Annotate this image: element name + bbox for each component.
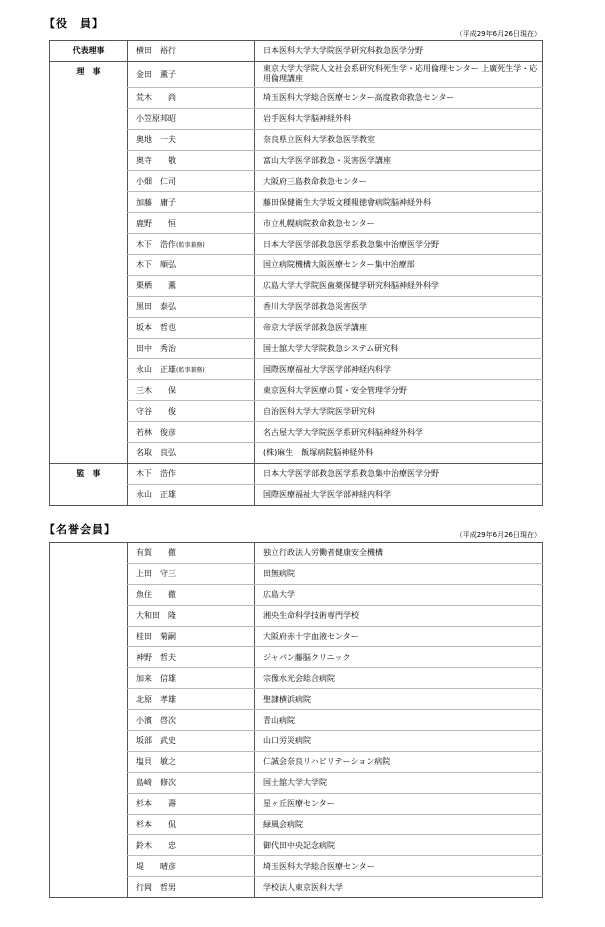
- concurrent-role-note: (監事兼務): [176, 241, 205, 249]
- member-name: 北原 孝雄: [128, 689, 255, 710]
- member-affiliation: 日本大学医学部救急医学系救急集中治療医学分野: [255, 463, 543, 484]
- member-affiliation: 広島大学: [255, 584, 543, 605]
- member-name-cell: [128, 443, 255, 464]
- member-affiliation: 仁誠会奈良リハビリテーション病院: [255, 751, 543, 772]
- member-affiliation: 湘央生命科学技術専門学校: [255, 605, 543, 626]
- member-name: 塩貝 敏之: [128, 751, 255, 772]
- member-name-cell: [128, 338, 255, 359]
- member-name-cell: [128, 275, 255, 296]
- member-affiliation: 学校法人東京医科大学: [255, 877, 543, 898]
- honorary-members-heading: 【名誉会員】: [44, 523, 116, 536]
- member-name: 鈴木 忠: [128, 835, 255, 856]
- member-affiliation: 日本大学医学部救急医学系救急集中治療医学分野: [255, 234, 543, 255]
- member-name: 杉本 壽: [128, 793, 255, 814]
- role-label: 監 事: [76, 468, 101, 478]
- role-cell: [50, 463, 128, 505]
- member-affiliation: 帝京大学医学部救急医学講座: [255, 317, 543, 338]
- member-affiliation: 自治医科大学大学院医学研究科: [255, 401, 543, 422]
- member-affiliation: 大阪府三島救命救急センター: [255, 171, 543, 192]
- member-affiliation: 緑風会病院: [255, 814, 543, 835]
- member-affiliation: 国際医療福祉大学医学部神経内科学: [255, 484, 543, 505]
- member-name-cell: [128, 129, 255, 150]
- member-name-cell: [128, 61, 255, 87]
- member-name: 若林 俊彦: [136, 427, 176, 437]
- member-name: 魚住 徹: [128, 584, 255, 605]
- member-affiliation: 国士舘大学大学院救急システム研究科: [255, 338, 543, 359]
- honorary-member-row: [50, 543, 543, 564]
- member-name: 杉本 侃: [128, 814, 255, 835]
- member-affiliation: 聖隷横浜病院: [255, 689, 543, 710]
- officer-row: [50, 463, 543, 484]
- member-name-cell: [128, 401, 255, 422]
- member-name-cell: [128, 108, 255, 129]
- member-name-cell: [128, 296, 255, 317]
- role-cell: [50, 41, 128, 62]
- role-label: 代表理事: [72, 46, 105, 56]
- member-name: 奥寺 敬: [136, 156, 176, 165]
- officer-row: [50, 61, 543, 87]
- member-affiliation: 青山病院: [255, 710, 543, 731]
- member-affiliation: 田無病院: [255, 563, 543, 584]
- member-name-cell: [128, 213, 255, 234]
- member-affiliation: 国士舘大学大学院: [255, 772, 543, 793]
- role-cell: [50, 61, 128, 463]
- member-affiliation: 藤田保健衛生大学坂文種報徳會病院脳神経外科: [255, 192, 543, 213]
- member-name-cell: [128, 41, 255, 62]
- member-name-cell: [128, 150, 255, 171]
- member-name: 守谷 俊: [136, 406, 176, 416]
- member-name: 島崎 修次: [128, 772, 255, 793]
- member-affiliation: 独立行政法人労働者健康安全機構: [255, 543, 543, 564]
- member-name: 神野 哲夫: [128, 647, 255, 668]
- member-name: 木下 順弘: [136, 260, 176, 270]
- member-affiliation: 東京医科大学医療の質・安全管理学分野: [255, 380, 543, 401]
- member-affiliation: 奈良県立医科大学救急医学教室: [255, 129, 543, 150]
- member-name: 小畑 仁司: [136, 176, 176, 186]
- member-affiliation: 市立札幌病院救命救急センター: [255, 213, 543, 234]
- member-name: 永山 正雄: [136, 364, 176, 374]
- member-name-cell: [128, 87, 255, 108]
- member-name: 永山 正雄: [136, 490, 176, 500]
- member-name: 加藤 庸子: [136, 197, 176, 207]
- member-name: 上田 守三: [128, 563, 255, 584]
- member-name-cell: [128, 359, 255, 380]
- member-name: 堤 晴彦: [128, 856, 255, 877]
- member-name: 木下 浩作: [136, 469, 176, 479]
- member-name-cell: [128, 317, 255, 338]
- member-affiliation: 東京大学大学院人文社会系研究科死生学・応用倫理センター 上廣死生学・応用倫理講座: [255, 61, 543, 87]
- honorary-members-table: [49, 542, 543, 898]
- member-name-cell: [128, 171, 255, 192]
- member-name-cell: [128, 422, 255, 443]
- member-name: 小濱 啓次: [128, 710, 255, 731]
- member-name-cell: [128, 380, 255, 401]
- member-name-cell: [128, 192, 255, 213]
- honorary-as-of-date: （平成29年6月26日現在）: [455, 531, 541, 539]
- member-name: 荒木 尚: [136, 93, 176, 103]
- member-affiliation: 御代田中央記念病院: [255, 835, 543, 856]
- member-affiliation: 宗像水光会総合病院: [255, 668, 543, 689]
- officer-row: [50, 41, 543, 62]
- officers-heading: 【役 員】: [44, 17, 104, 30]
- member-affiliation: 埼玉医科大学総合医療センター: [255, 856, 543, 877]
- concurrent-role-note: (監事兼務): [176, 366, 205, 374]
- member-affiliation: 山口労災病院: [255, 731, 543, 752]
- member-name: 鹿野 恒: [136, 218, 176, 228]
- member-name: 黒田 泰弘: [136, 302, 176, 312]
- member-name: 小笠原邦昭: [136, 114, 176, 124]
- member-name: 田中 秀治: [136, 344, 176, 354]
- role-label: 理 事: [76, 66, 101, 76]
- member-affiliation: 埼玉医科大学総合医療センター高度救命救急センター: [255, 87, 543, 108]
- member-affiliation: 星ヶ丘医療センター: [255, 793, 543, 814]
- member-name: 坂部 武史: [128, 731, 255, 752]
- member-name-cell: [128, 234, 255, 255]
- officers-as-of-date: （平成29年6月26日現在）: [455, 30, 541, 38]
- member-name: 木下 浩作: [136, 239, 176, 249]
- member-affiliation: 国際医療福祉大学医学部神経内科学: [255, 359, 543, 380]
- member-name-cell: [128, 484, 255, 505]
- member-affiliation: (株)麻生 飯塚病院脳神経外科: [255, 443, 543, 464]
- member-affiliation: 名古屋大学大学院医学系研究科脳神経外科学: [255, 422, 543, 443]
- member-name: 名取 良弘: [136, 448, 176, 458]
- member-name: 三木 保: [136, 385, 176, 395]
- member-name-cell: [128, 255, 255, 276]
- member-name: 栗栖 薫: [136, 281, 176, 291]
- member-name: 桂田 菊嗣: [128, 626, 255, 647]
- member-name: 横田 裕行: [136, 46, 176, 56]
- member-affiliation: ジャパン藤脳クリニック: [255, 647, 543, 668]
- member-name: 加来 信雄: [128, 668, 255, 689]
- member-affiliation: 日本医科大学大学院医学研究科救急医学分野: [255, 41, 543, 62]
- member-affiliation: 香川大学医学部救急災害医学: [255, 296, 543, 317]
- member-name: 坂本 哲也: [136, 323, 176, 333]
- honorary-role-cell: [50, 543, 128, 898]
- member-affiliation: 富山大学医学部救急・災害医学講座: [255, 150, 543, 171]
- member-name-cell: [128, 463, 255, 484]
- member-name: 奥地 一夫: [136, 135, 176, 145]
- member-affiliation: 大阪府赤十字血液センター: [255, 626, 543, 647]
- member-affiliation: 岩手医科大学脳神経外科: [255, 108, 543, 129]
- member-affiliation: 国立病院機構大阪医療センター集中治療部: [255, 255, 543, 276]
- officers-table: [49, 40, 543, 506]
- member-affiliation: 広島大学大学院医歯薬保健学研究科脳神経外科学: [255, 275, 543, 296]
- member-name: 行岡 哲男: [128, 877, 255, 898]
- member-name: 有賀 徹: [128, 543, 255, 564]
- member-name: 金田 薫子: [136, 69, 176, 79]
- member-name: 大和田 隆: [128, 605, 255, 626]
